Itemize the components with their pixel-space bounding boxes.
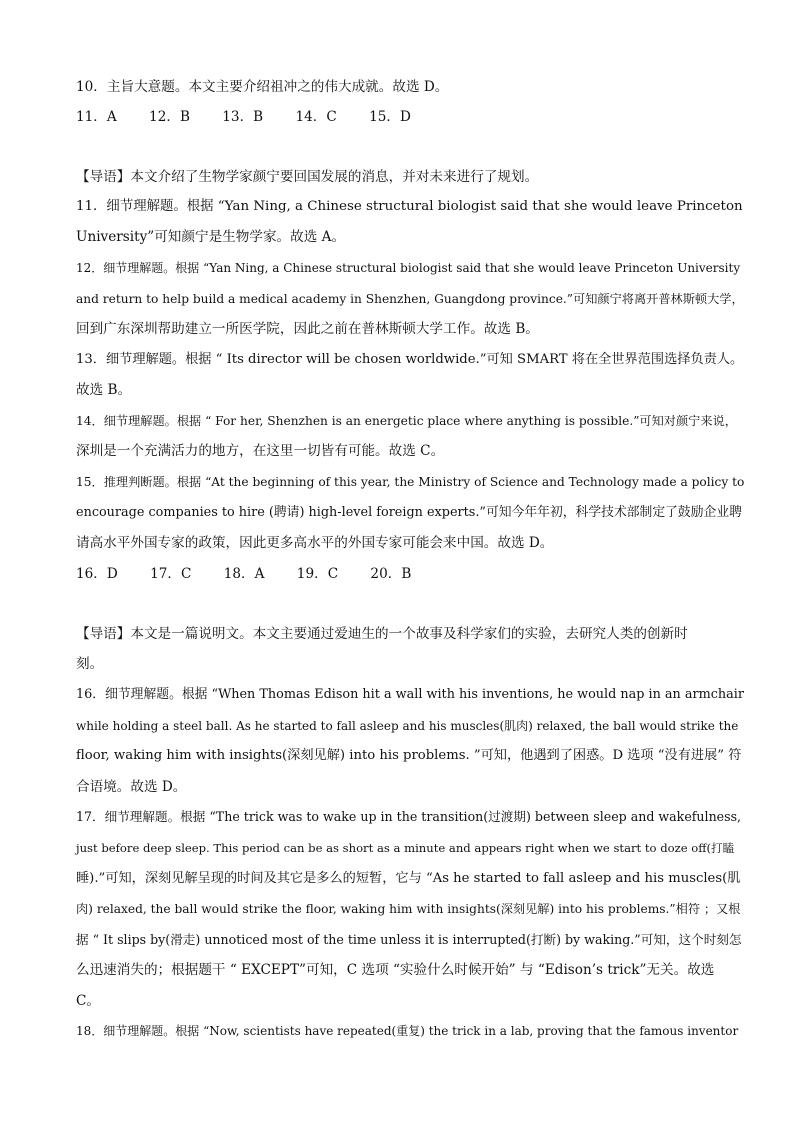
explanation-16-line-1: 16．细节理解题。根据 “When Thomas Edison hit a wall with his inventions, he would nap in an armchair xyxy=(76,687,744,702)
explanation-17-line-6: 么迅速消失的；根据题干 “ EXCEPT”可知，C 选项 “实验什么时候开始” 与 “Edison’s trick”无关。故选 xyxy=(76,962,715,978)
explanation-14-line-2: 深圳是一个充满活力的地方，在这里一切皆有可能。故选 C。 xyxy=(76,443,445,459)
answer-row-16-20 xyxy=(76,565,744,583)
explanation-11-line-1: 11．细节理解题。根据 “Yan Ning, a Chinese structural biologist said that she would leave Princeton xyxy=(76,199,743,214)
answer-19: 19．C xyxy=(296,566,339,582)
answer-11: 11．A xyxy=(76,109,117,125)
passage-intro-2-line-2: 刻。 xyxy=(76,656,104,672)
explanation-11-line-2: University”可知颜宁是生物学家。故选 A。 xyxy=(76,229,346,245)
explanation-16-line-2: while holding a steel ball. As he started to fall asleep and his muscles(肌肉) relaxed, the ball would strike the xyxy=(76,719,739,733)
explanation-15-line-1: 15．推理判断题。根据 “At the beginning of this year, the Ministry of Science and Technology made a policy to xyxy=(76,475,745,489)
explanation-13-line-1: 13．细节理解题。根据 “ Its director will be chosen worldwide.”可知 SMART 将在全世界范围选择负责人。 xyxy=(76,352,744,367)
explanation-17-line-4: 肉) relaxed, the ball would strike the floor, waking him with insights(深刻见解) into his problems.”相符 ；又根 xyxy=(76,902,741,916)
explanation-16-line-3: floor, waking him with insights(深刻见解) into his problems. ”可知，他遇到了困惑。D 选项 “没有进展” 符 xyxy=(76,748,742,763)
answer-15: 15．D xyxy=(369,109,411,125)
explanation-17-line-2: just before deep sleep. This period can be as short as a minute and appears right when we start to doze off(打瞌 xyxy=(76,841,735,855)
answer-17: 17．C xyxy=(150,566,192,582)
explanation-12-line-1: 12．细节理解题。根据 “Yan Ning, a Chinese structural biologist said that she would leave Princeton University xyxy=(76,261,741,275)
explanation-13-line-2: 故选 B。 xyxy=(76,382,132,398)
answer-20: 20．B xyxy=(370,566,412,582)
explanation-17-line-1: 17．细节理解题。根据 “The trick was to wake up in the transition(过渡期) between sleep and wakefulness, xyxy=(76,809,742,824)
explanation-18-line-1: 18．细节理解题。根据 “Now, scientists have repeated(重复) the trick in a lab, proving that the famous inventor xyxy=(76,1024,739,1038)
answer-18: 18．A xyxy=(223,566,265,582)
explanation-17-line-7: C。 xyxy=(76,993,100,1009)
answer-row-11-15 xyxy=(76,108,744,126)
explanation-17-line-5: 据 “ It slips by(滑走) unnoticed most of the time unless it is interrupted(打断) by waking.”可知，这个时刻怎 xyxy=(76,932,742,947)
answer-16: 16．D xyxy=(76,566,118,582)
passage-intro-1: 【导语】本文介绍了生物学家颜宁要回国发展的消息，并对未来进行了规划。 xyxy=(76,169,539,185)
explanation-15-line-3: 请高水平外国专家的政策，因此更多高水平的外国专家可能会来中国。故选 D。 xyxy=(76,535,554,551)
explanation-12-line-2: and return to help build a medical academy in Shenzhen, Guangdong province.”可知颜宁将离开普林斯顿大学， xyxy=(76,292,744,306)
explanation-12-line-3: 回到广东深圳帮助建立一所医学院，因此之前在普林斯顿大学工作。故选 B。 xyxy=(76,321,539,337)
answer-13: 13．B xyxy=(222,109,264,125)
explanation-14-line-1: 14．细节理解题。根据 “ For her, Shenzhen is an energetic place where anything is possible.”可知对颜宁来说， xyxy=(76,414,737,428)
explanation-16-line-4: 合语境。故选 D。 xyxy=(76,779,187,795)
answer-14: 14．C xyxy=(295,109,337,125)
explanation-15-line-2: encourage companies to hire (聘请) high-level foreign experts.”可知今年年初，科学技术部制定了鼓励企业聘 xyxy=(76,505,742,520)
explanation-10: 10．主旨大意题。本文主要介绍祖冲之的伟大成就。故选 D。 xyxy=(76,79,449,95)
passage-intro-2-line-1: 【导语】本文是一篇说明文。本文主要通过爱迪生的一个故事及科学家们的实验，去研究人类的创新时 xyxy=(76,626,688,642)
explanation-17-line-3: 睡).”可知，深刻见解呈现的时间及其它是多么的短暂，它与 “As he started to fall asleep and his muscles(肌 xyxy=(76,871,741,886)
answer-12: 12．B xyxy=(149,109,190,125)
